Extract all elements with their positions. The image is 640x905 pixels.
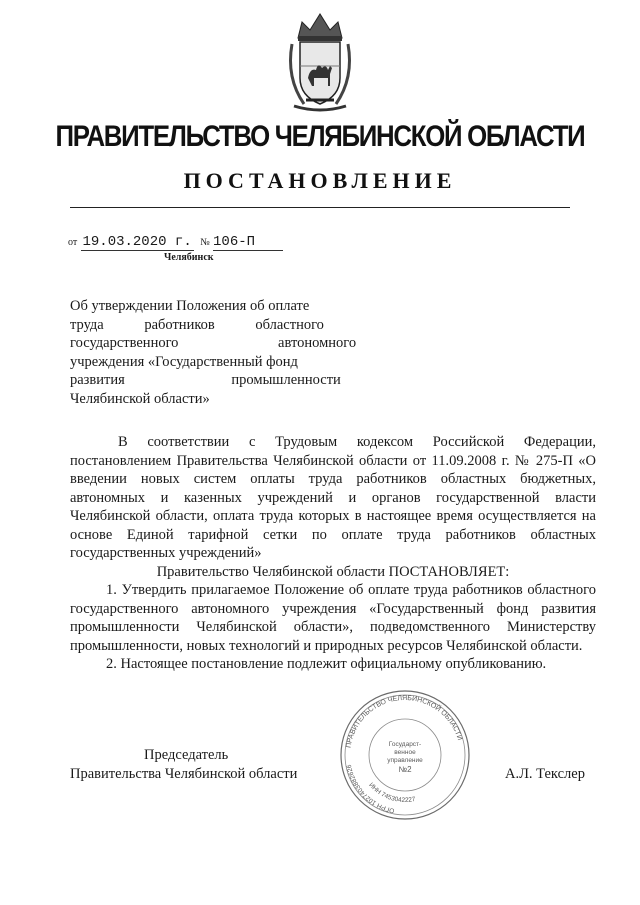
city-label: Челябинск [164,252,214,263]
date-prefix: от [68,237,78,248]
document-subject [70,297,357,408]
registration-line [68,233,283,251]
signatory-title: Председатель [144,747,229,763]
header-divider [70,207,570,208]
number-prefix: № [200,237,210,248]
stamp-inn: ИНН 7453042227 [367,781,417,805]
stamp-center-line: управление [387,757,423,764]
stamp-ring-text: ПРАВИТЕЛЬСТВО ЧЕЛЯБИНСКОЙ ОБЛАСТИ [345,694,463,749]
subject-line: государственного автономного [70,335,357,351]
subject-line: Челябинской области» [70,390,210,407]
signatory-organization: Правительства Челябинской области [70,766,298,782]
document-number: 106-П [213,234,283,251]
preamble-paragraph: В соответствии с Трудовым кодексом Российской Федерации, постановлением Правительства Челябинской области от 11.09.2008 г. № 275-П «О введении новых систем оплаты труда работников областных бюджетных, автономных и казенных учреждений и органов государственной власти Челябинской области, оплата труда которых в настоящее время осуществляется на основе Единой тарифной сетки по оплате труда работников областных государственных учреждений» [70,434,596,561]
document-type-heading: ПОСТАНОВЛЕНИЕ [183,168,457,193]
subject-line: Об утверждении Положения об оплате [70,298,310,314]
document-body [70,433,596,674]
stamp-ogrn: ОГРН 1027403882626 [345,763,396,814]
subject-line: труда работников областного [70,316,324,333]
stamp-center-line: №2 [398,765,412,774]
item-2-paragraph: 2. Настоящее постановление подлежит официальному опубликованию. [106,656,547,672]
coat-of-arms-icon [284,8,356,112]
stamp-center-line: венное [394,749,416,756]
item-1-paragraph: 1. Утвердить прилагаемое Положение об оплате труда работников областного государственного автономного учреждения «Государственный фонд развития промышленности Челябинской области», подведомственного Министерству промышленности, новых технологий и природных ресурсов Челябинской области. [70,582,596,654]
stamp-center-line: Государст- [388,741,422,748]
decree-line: Правительство Челябинской области ПОСТАНОВЛЯЕТ: [156,563,510,580]
subject-line: развития промышленности [70,372,341,388]
government-title: ПРАВИТЕЛЬСТВО ЧЕЛЯБИНСКОЙ ОБЛАСТИ [55,120,585,153]
subject-line: учреждения «Государственный фонд [70,353,298,370]
document-date: 19.03.2020 г. [82,234,192,250]
official-stamp [338,688,472,822]
signatory-name: А.Л. Текслер [505,766,585,782]
